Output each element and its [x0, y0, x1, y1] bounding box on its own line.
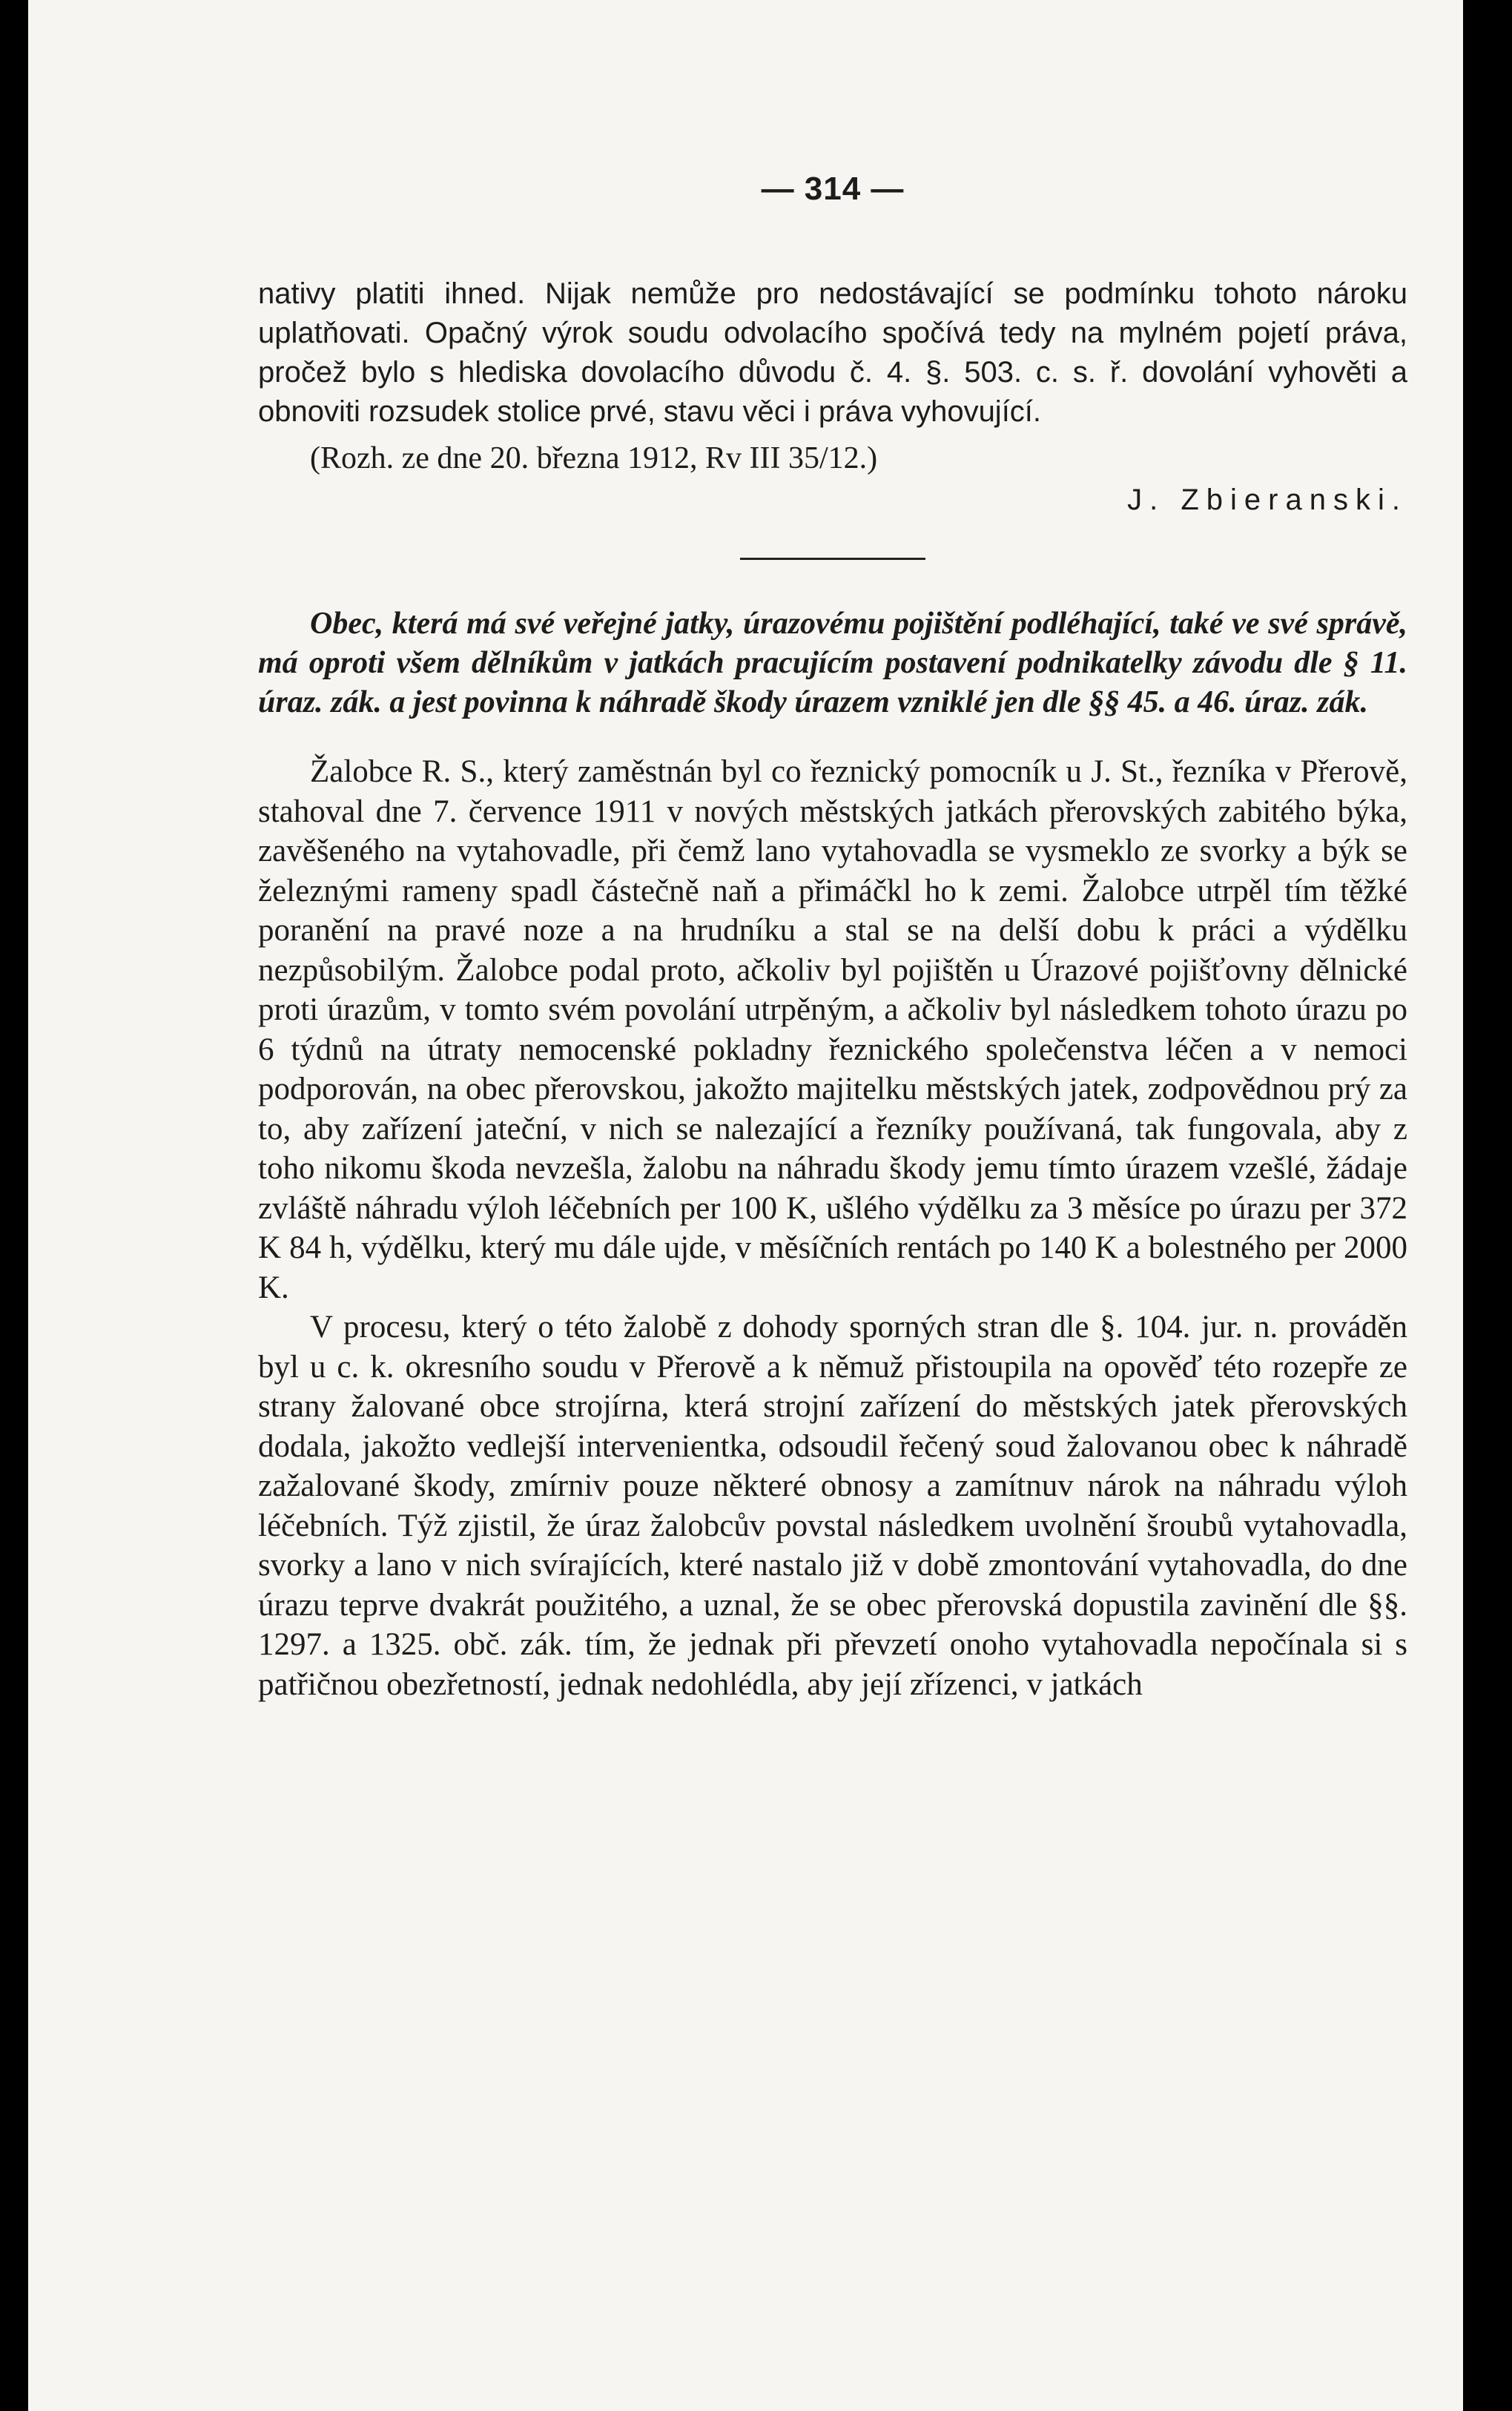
book-page — [28, 0, 1463, 2411]
author-signature: J. Zbieranski. — [1127, 484, 1407, 516]
decision-headnote: Obec, která má své veřejné jatky, úrazovému pojištění podléhající, také ve své správě, má oproti všem dělníkům v jatkách pracujícím postavení podnikatelky závodu dle § 11. úraz. zák. a jest povinna k náhradě škody úrazem vzniklé jen dle §§ 45. a 46. úraz. zák. — [258, 607, 1407, 719]
decision-citation: (Rozh. ze dne 20. března 1912, Rv III 35/12.) — [310, 441, 878, 475]
body-paragraph-proceedings: V procesu, který o této žalobě z dohody sporných stran dle §. 104. jur. n. prováděn byl u c. k. okresního soudu v Přerově a k němuž přistoupila na opověď této rozepře ze strany žalované obce strojírna, která strojní zařízení do městských jatek přerovských dodala, jakožto vedlejší intervenientka, odsoudil řečený soud žalovanou obec k náhradě zažalované škody, zmírniv pouze některé obnosy a zamítnuv nárok na náhradu výloh léčebních. Týž zjistil, že úraz žalobcův povstal následkem uvolnění šroubů vytahovadla, svorky a lano v nich svírajících, které nastalo již v době zmontování vytahovadla, do dne úrazu teprve dvakrát použitého, a uznal, že se obec přerovská dopustila zavinění dle §§. 1297. a 1325. obč. zák. tím, že jednak při převzetí onoho vytahovadla nepočínala si s patřičnou obezřetností, jednak nedohlédla, aby její zřízenci, v jatkách — [258, 1310, 1407, 1702]
page-content — [258, 171, 1407, 1704]
section-divider — [740, 558, 925, 560]
body-paragraph-facts: Žalobce R. S., který zaměstnán byl co řeznický pomocník u J. St., řezníka v Přerově, stahoval dne 7. července 1911 v nových městských jatkách přerovských zabitého býka, zavěšeného na vytahovadle, při čemž lano vytahovadla se vysmeklo ze svorky a býk se železnými rameny spadl částečně naň a přimáčkl ho k zemi. Žalobce utrpěl tím těžké poranění na pravé noze a na hrudníku a stal se na delší dobu k práci a výdělku nezpůsobilým. Žalobce podal proto, ačkoliv byl pojištěn u Úrazové pojišťovny dělnické proti úrazům, v tomto svém povolání utrpěným, a ačkoliv byl následkem tohoto úrazu po 6 týdnů na útraty nemocenské pokladny řeznického společenstva léčen a v nemoci podporován, na obec přerovskou, jakožto majitelku městských jatek, zodpovědnou prý za to, aby zařízení jateční, v nich se nalezající a řezníky používaná, tak fungovala, aby z toho nikomu škoda nevzešla, žalobu na náhradu škody jemu tímto úrazem vzešlé, žádaje zvláště náhradu výloh léčebních per 100 K, ušlého výdělku za 3 měsíce po úrazu per 372 K 84 h, výdělku, který mu dále ujde, v měsíčních rentách po 140 K a bolestného per 2000 K. — [258, 754, 1407, 1305]
page-number: — 314 — — [761, 171, 905, 207]
continuation-paragraph: nativy platiti ihned. Nijak nemůže pro nedostávající se podmínku tohoto nároku uplatňovati. Opačný výrok soudu odvolacího spočívá tedy na mylném pojetí práva, pročež bylo s hlediska dovolacího důvodu č. 4. §. 503. c. s. ř. dovolání vyhověti a obnoviti rozsudek stolice prvé, stavu věci i práva vyhovující. — [258, 277, 1407, 428]
